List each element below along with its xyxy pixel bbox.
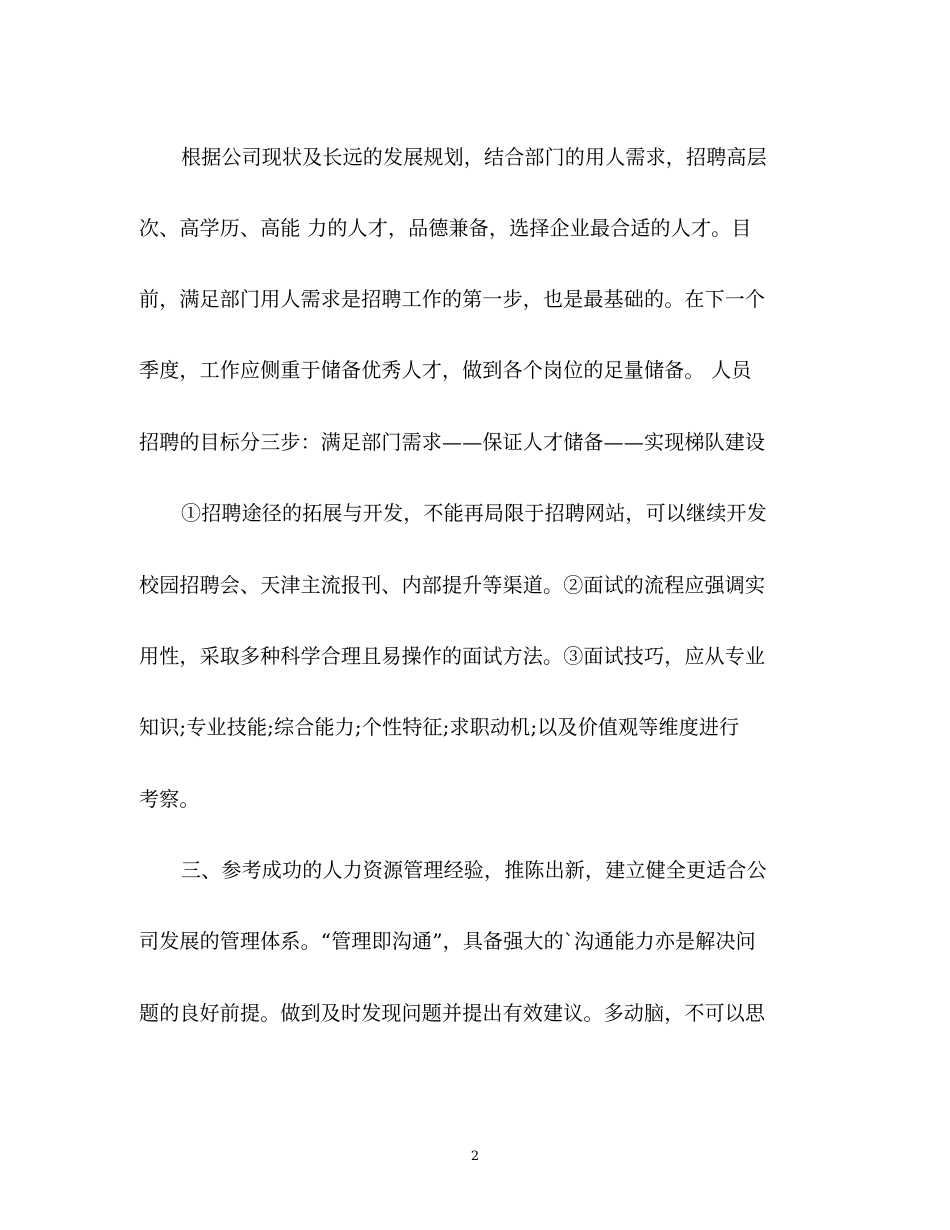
text-line: 次、高学历、高能 力的人才，品德兼备，选择企业最合适的人才。目 bbox=[139, 216, 752, 240]
text-line: 招聘的目标分三步：满足部门需求——保证人才储备——实现梯队建设 bbox=[139, 430, 766, 454]
text-line: 根据公司现状及长远的发展规划，结合部门的用人需求，招聘高层 bbox=[181, 145, 767, 169]
page-number: 2 bbox=[470, 1149, 480, 1164]
text-line: ①招聘途径的拓展与开发，不能再局限于招聘网站，可以继续开发 bbox=[181, 501, 767, 525]
text-line: 校园招聘会、天津主流报刊、内部提升等渠道。②面试的流程应强调实 bbox=[139, 573, 766, 597]
text-line: 三、参考成功的人力资源管理经验，推陈出新，建立健全更适合公 bbox=[181, 858, 767, 882]
text-line: 知识;专业技能;综合能力;个性特征;求职动机;以及价值观等维度进行 bbox=[139, 715, 740, 739]
text-line: 题的良好前提。做到及时发现问题并提出有效建议。多动脑，不可以思 bbox=[139, 1001, 766, 1025]
text-line: 前，满足部门用人需求是招聘工作的第一步，也是最基础的。在下一个 bbox=[139, 287, 766, 311]
text-line: 司发展的管理体系。“管理即沟通”，具备强大的`沟通能力亦是解决问 bbox=[139, 929, 756, 953]
text-line: 季度，工作应侧重于储备优秀人才，做到各个岗位的足量储备。 人员 bbox=[139, 358, 752, 382]
text-line: 用性，采取多种科学合理且易操作的面试方法。③面试技巧，应从专业 bbox=[139, 644, 766, 668]
text-line: 考察。 bbox=[139, 787, 200, 811]
